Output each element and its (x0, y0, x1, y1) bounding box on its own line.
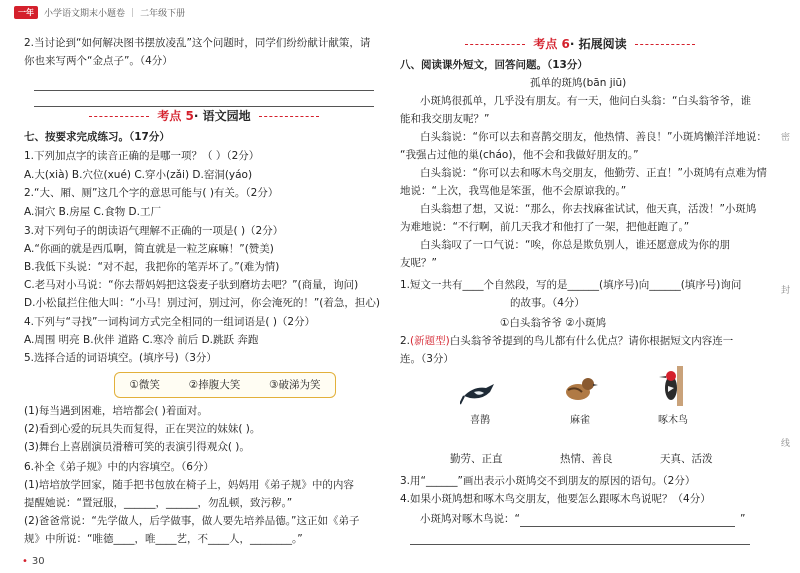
passage-p4-cont: 为难地说：“不行啊，前几天我才和他打了一架，把他赶跑了。” (400, 221, 690, 233)
word-option-1: ①微笑 (129, 378, 160, 391)
q6-part1: (1)培培放学回家，随手把书包放在椅子上，妈妈用《弟子规》中的内容 (24, 479, 354, 491)
q3-option-d[interactable]: D.小松鼠拦住他大叫：“小马！别过河，别过河，你会淹死的！”(着急，担心) (24, 297, 380, 309)
question-2-text-cont: 你也来写两个“金点子”。（4分） (24, 55, 173, 67)
woodpecker-icon (655, 366, 695, 406)
q3-option-a[interactable]: A.“你画的就是西瓜啊，简直就是一粒芝麻嘛！”(赞美) (24, 243, 274, 255)
q4-stem: 4.下列与“寻找”一词构词方式完全相同的一组词语是( )（2分） (24, 316, 316, 328)
q6-part2: (2)爸爸常说：“先学做人，后学做事，做人要先培养品德。”这正如《弟子 (24, 515, 360, 527)
r-q4-answer-prefix: 小斑鸠对啄木鸟说：“ (420, 513, 520, 525)
page-number: • 30 (22, 556, 45, 567)
q6-stem: 6.补全《弟子规》中的内容填空。（6分） (24, 461, 214, 473)
q5-stem: 5.选择合适的词语填空。(填序号)（3分） (24, 352, 217, 364)
section-banner-6: 考点 6· 拓展阅读 (400, 38, 760, 50)
trait-3[interactable]: 天真、活泼 (660, 453, 713, 465)
q3-option-c[interactable]: C.老马对小马说：“你去帮妈妈把这袋麦子驮到磨坊去吧？”(商量，询问) (24, 279, 359, 291)
book-title: 小学语文期末小题卷 (44, 9, 126, 19)
q2-options[interactable]: A.洞穴 B.房屋 C.食物 D.工厂 (24, 206, 161, 218)
word-choice-box (114, 372, 336, 398)
q6-part1-blanks[interactable]: 提醒她说：“置冠服，______，______，勿乱顿，致污秽。” (24, 497, 293, 509)
section-7-title: 七、按要求完成练习。（17分） (24, 131, 170, 143)
q2-stem: 2.“大、厢、厕”这几个字的意思可能与( )有关。（2分） (24, 187, 279, 199)
r-q2-stem: 2.(新题型)白头翁爷爷提到的鸟儿都有什么优点？请你根据短文内容连一 (400, 335, 734, 347)
bird-label-sparrow: 麻雀 (570, 415, 590, 426)
r-q1-stem[interactable]: 1.短文一共有____个自然段，写的是______(填序号)向______(填序号)询问 (400, 279, 742, 291)
trait-1[interactable]: 勤劳、正直 (450, 453, 503, 465)
answer-line[interactable] (34, 90, 374, 91)
word-option-3: ③破涕为笑 (269, 378, 321, 391)
passage-p5: 白头翁叹了一口气说：“唉，你总是欺负别人，谁还愿意成为你的朋 (420, 239, 730, 251)
fill-3[interactable]: (3)舞台上喜剧演员滑稽可笑的表演引得观众( )。 (24, 441, 250, 453)
passage-p2: 白头翁说：“你可以去和喜鹊交朋友，他热情、善良！”小斑鸠懒洋洋地说： (420, 131, 767, 143)
passage-p1-cont: 能和我交朋友呢？” (400, 113, 490, 125)
q3-option-b[interactable]: B.我低下头说：“对不起，我把你的笔弄坏了。”(难为情) (24, 261, 280, 273)
magpie-icon (460, 370, 500, 410)
passage-p4: 白头翁想了想，又说：“那么，你去找麻雀试试，他天真，活泼！”小斑鸠 (420, 203, 757, 215)
trait-2[interactable]: 热情、善良 (560, 453, 613, 465)
r-q1-options: ①白头翁爷爷 ②小斑鸠 (500, 317, 607, 329)
answer-line[interactable] (520, 526, 735, 527)
bird-label-magpie: 喜鹊 (470, 415, 490, 426)
fill-2[interactable]: (2)看到心爱的玩具失而复得，正在哭泣的妹妹( )。 (24, 423, 261, 435)
sparrow-icon (560, 368, 600, 408)
new-type-tag: (新题型) (410, 335, 450, 347)
answer-line[interactable] (410, 544, 750, 545)
passage-p1: 小斑鸠很孤单，几乎没有朋友。有一天，他问白头翁：“白头翁爷爷，谁 (420, 95, 751, 107)
binding-margin: 密 封 线 (780, 133, 790, 449)
word-option-2: ②捧腹大笑 (188, 378, 241, 391)
q4-options[interactable]: A.周围 明亮 B.伙伴 道路 C.寒冷 前后 D.跳跃 奔跑 (24, 334, 259, 346)
edition-label: 二年级下册 (140, 9, 186, 19)
r-q4-close-quote: ” (740, 513, 746, 525)
q3-stem: 3.对下列句子的朗读语气理解不正确的一项是( )（2分） (24, 225, 284, 237)
r-q3-stem: 3.用“______”画出表示小斑鸠交不到朋友的原因的语句。（2分） (400, 475, 696, 487)
section-banner-5: 考点 5· 语文园地 (24, 110, 384, 122)
r-q4-stem: 4.如果小斑鸠想和啄木鸟交朋友，他要怎么跟啄木鸟说呢？（4分） (400, 493, 711, 505)
q1-stem: 1.下列加点字的读音正确的是哪一项？（ ）（2分） (24, 150, 260, 162)
passage-p2-cont: “我强占过他的巢(cháo)，他不会和我做好朋友的。” (400, 149, 639, 161)
r-q2-stem-cont: 连。（3分） (400, 353, 454, 365)
section-8-title: 八、阅读课外短文，回答问题。（13分） (400, 59, 588, 71)
answer-line[interactable] (34, 106, 374, 107)
passage-p3: 白头翁说：“你可以去和啄木鸟交朋友，他勤劳、正直！”小斑鸠有点难为情 (420, 167, 767, 179)
passage-p3-cont: 地说：“上次，我骂他是笨蛋，他不会原谅我的。” (400, 185, 627, 197)
r-q1-stem-cont: 的故事。（4分） (510, 297, 585, 309)
question-2-text: 2.当讨论到“如何解决图书摆放凌乱”这个问题时，同学们纷纷献计献策，请 (24, 37, 371, 49)
q6-part2-blanks[interactable]: 规》中所说：“唯德____，唯____艺，不____人，________。” (24, 533, 303, 545)
q1-options[interactable]: A.大(xià) B.穴位(xué) C.穿小(zǎi) D.窑洞(yáo) (24, 169, 253, 181)
passage-p5-cont: 友呢？” (400, 257, 437, 269)
grade-tag: 一年 (14, 6, 38, 19)
fill-1[interactable]: (1)每当遇到困难，培培都会( )着面对。 (24, 405, 208, 417)
page-header: 一年 小学语文期末小题卷 | 二年级下册 (14, 6, 185, 19)
passage-title: 孤单的斑鸠(bān jiū) (530, 77, 627, 89)
bird-label-woodpecker: 啄木鸟 (658, 415, 688, 426)
